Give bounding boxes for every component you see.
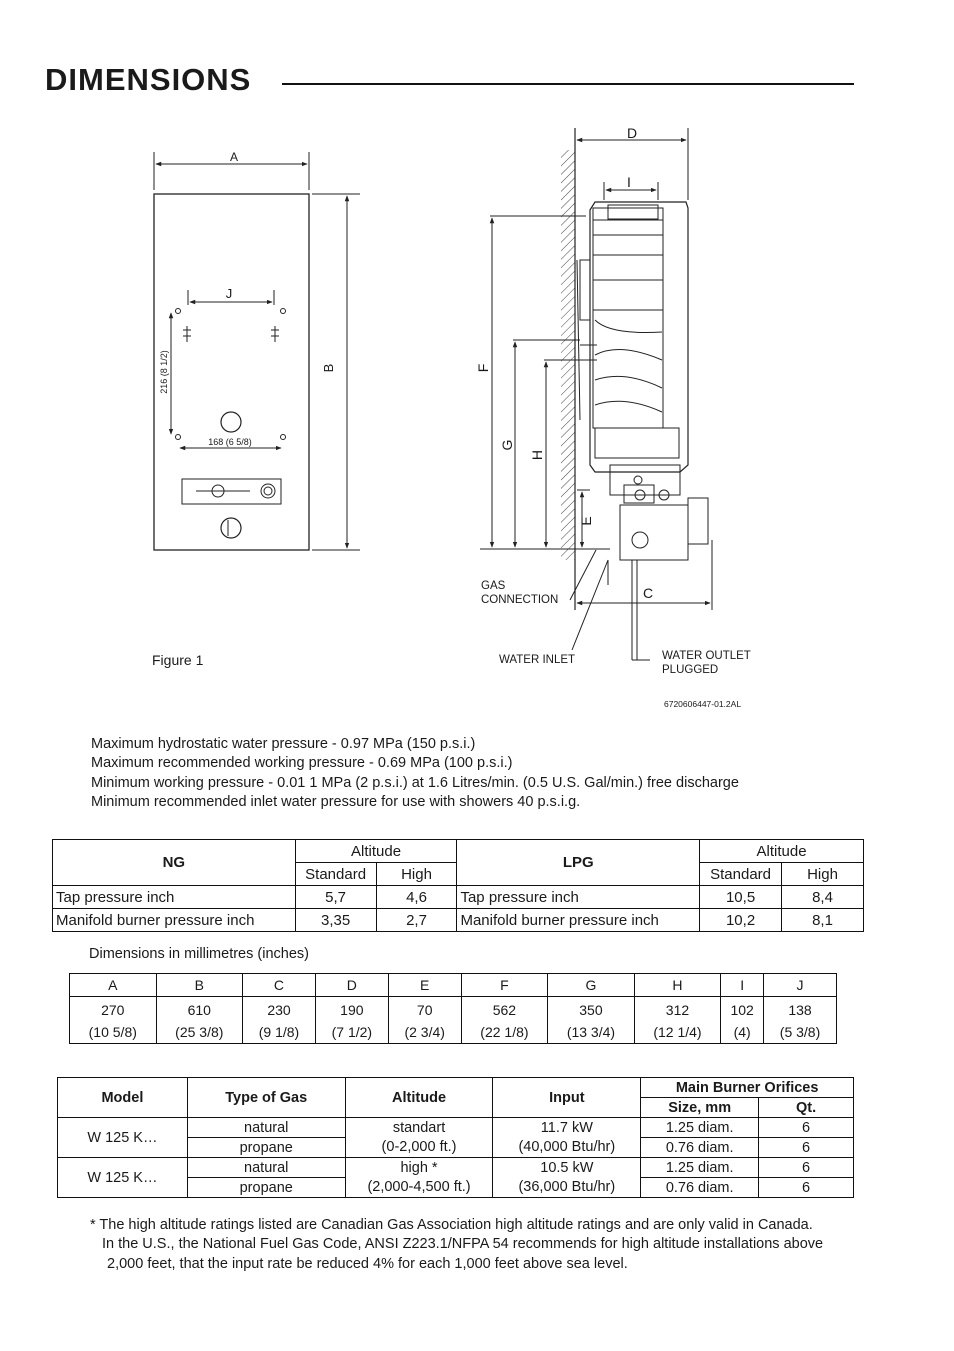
header-altitude-ng: Altitude: [295, 840, 457, 863]
dim-header: B: [156, 974, 243, 997]
dim-mm: 70: [388, 997, 461, 1022]
input-cell: 10.5 kW: [493, 1158, 641, 1178]
table-row: [58, 1118, 854, 1138]
gas-cell: propane: [187, 1138, 345, 1158]
row-label: Tap pressure inch: [53, 886, 296, 909]
dim-mm: 562: [461, 997, 548, 1022]
table-row: [53, 886, 864, 909]
row-label: Tap pressure inch: [457, 886, 700, 909]
input-cell: (36,000 Btu/hr): [493, 1178, 641, 1198]
dim-inch: (22 1/8): [461, 1021, 548, 1044]
dim-mm: 610: [156, 997, 243, 1022]
cell: 8,1: [782, 909, 864, 932]
altitude-cell: high *: [345, 1158, 493, 1178]
footnote-line: In the U.S., the National Fuel Gas Code, ANSI Z223.1/NFPA 54 recommends for high altitude installations above: [102, 1236, 824, 1253]
size-cell: 0.76 diam.: [641, 1178, 759, 1198]
dims-header-row: [70, 974, 837, 997]
label-f: F: [475, 363, 491, 373]
size-cell: 0.76 diam.: [641, 1138, 759, 1158]
gas-cell: natural: [187, 1118, 345, 1138]
dim-inch: (12 1/4): [634, 1021, 721, 1044]
gas-cell: propane: [187, 1178, 345, 1198]
altitude-cell: (2,000-4,500 ft.): [345, 1178, 493, 1198]
heater-front-outline: [154, 194, 309, 550]
qty-cell: 6: [759, 1138, 854, 1158]
qty-cell: 6: [759, 1118, 854, 1138]
model-ratings-table: [57, 1077, 854, 1198]
dim-inch: (5 3/8): [764, 1021, 837, 1044]
spec-line: Maximum recommended working pressure - 0.69 MPa (100 p.s.i.): [91, 755, 513, 772]
label-e: E: [578, 516, 594, 526]
wall-hatch: [561, 150, 575, 560]
dim-mm: 190: [315, 997, 388, 1022]
altitude-cell: standart: [345, 1118, 493, 1138]
label-gas-connection: CONNECTION: [481, 594, 559, 606]
water-inlet-leader: [572, 560, 608, 650]
label-216: 216 (8 1/2): [159, 350, 169, 394]
dim-header: A: [70, 974, 157, 997]
cell: 2,7: [376, 909, 457, 932]
header-ng: NG: [53, 840, 296, 886]
header-high: High: [782, 863, 864, 886]
model-cell: W 125 K…: [58, 1158, 188, 1198]
header-gas-type: Type of Gas: [187, 1078, 345, 1118]
size-cell: 1.25 diam.: [641, 1118, 759, 1138]
qty-cell: 6: [759, 1158, 854, 1178]
dim-mm: 138: [764, 997, 837, 1022]
pressure-specs: [91, 735, 739, 812]
label-b: B: [321, 363, 336, 373]
figure-caption: Figure 1: [152, 652, 204, 668]
dim-mm: 102: [721, 997, 764, 1022]
dim-mm: 350: [548, 997, 635, 1022]
input-cell: (40,000 Btu/hr): [493, 1138, 641, 1158]
dimensions-caption: Dimensions in millimetres (inches): [89, 946, 309, 962]
header-standard: Standard: [700, 863, 782, 886]
label-gas: GAS: [481, 580, 506, 592]
size-cell: 1.25 diam.: [641, 1158, 759, 1178]
altitude-cell: (0-2,000 ft.): [345, 1138, 493, 1158]
spec-line: Minimum working pressure - 0.01 1 MPa (2 p.s.i.) at 1.6 Litres/min. (0.5 U.S. Gal/min.) free discharge: [91, 774, 739, 791]
dim-header: J: [764, 974, 837, 997]
label-water-outlet: WATER OUTLET: [662, 650, 751, 662]
dim-mm: 270: [70, 997, 157, 1022]
table-row: [58, 1158, 854, 1178]
header-standard: Standard: [295, 863, 376, 886]
side-view: [480, 128, 712, 660]
header-altitude-lpg: Altitude: [700, 840, 864, 863]
label-j: J: [225, 286, 233, 301]
page-title: DIMENSIONS: [45, 62, 252, 97]
dim-header: F: [461, 974, 548, 997]
label-water-inlet: WATER INLET: [499, 654, 576, 666]
cell: 3,35: [295, 909, 376, 932]
dim-header: G: [548, 974, 635, 997]
header-high: High: [376, 863, 457, 886]
header-altitude: Altitude: [345, 1078, 493, 1118]
cell: 10,5: [700, 886, 782, 909]
label-c: C: [642, 585, 654, 601]
dim-header: I: [721, 974, 764, 997]
header-size: Size, mm: [641, 1098, 759, 1118]
dimensions-figure: [140, 120, 880, 720]
footnote-line: 2,000 feet, that the input rate be reduced 4% for each 1,000 feet above sea level.: [107, 1255, 628, 1272]
cell: 10,2: [700, 909, 782, 932]
dim-header: C: [243, 974, 316, 997]
part-number: 6720606447-01.2AL: [664, 699, 742, 709]
label-h: H: [529, 449, 545, 461]
header-lpg: LPG: [457, 840, 700, 886]
dim-inch: (25 3/8): [156, 1021, 243, 1044]
header-model: Model: [58, 1078, 188, 1118]
label-i: I: [627, 174, 631, 190]
qty-cell: 6: [759, 1178, 854, 1198]
label-g: G: [499, 439, 515, 451]
table-row: [53, 909, 864, 932]
model-cell: W 125 K…: [58, 1118, 188, 1158]
row-label: Manifold burner pressure inch: [53, 909, 296, 932]
gas-pressure-table: [52, 839, 864, 932]
dims-mm-row: [70, 997, 837, 1022]
spec-line: Minimum recommended inlet water pressure for use with showers 40 p.s.i.g.: [91, 793, 581, 810]
footnote-line: * The high altitude ratings listed are Canadian Gas Association high altitude ratings and are only valid in Canada.: [90, 1217, 813, 1233]
dims-inch-row: [70, 1021, 837, 1044]
heater-side-outline: [590, 202, 688, 472]
gas-cell: natural: [187, 1158, 345, 1178]
dim-mm: 312: [634, 997, 721, 1022]
input-cell: 11.7 kW: [493, 1118, 641, 1138]
title-divider: [282, 83, 854, 85]
dim-header: E: [388, 974, 461, 997]
front-view: [154, 152, 360, 550]
dim-inch: (10 5/8): [70, 1021, 157, 1044]
dim-inch: (4): [721, 1021, 764, 1044]
technical-drawing: [140, 120, 880, 720]
header-qty: Qt.: [759, 1098, 854, 1118]
spec-line: Maximum hydrostatic water pressure - 0.97 MPa (150 p.s.i.): [91, 736, 476, 752]
dim-inch: (2 3/4): [388, 1021, 461, 1044]
cell: 4,6: [376, 886, 457, 909]
dim-inch: (7 1/2): [315, 1021, 388, 1044]
header-orifices: Main Burner Orifices: [641, 1078, 854, 1098]
header-input: Input: [493, 1078, 641, 1118]
cell: 8,4: [782, 886, 864, 909]
row-label: Manifold burner pressure inch: [457, 909, 700, 932]
label-168: 168 (6 5/8): [208, 437, 252, 447]
dim-header: H: [634, 974, 721, 997]
dimensions-table: [69, 973, 837, 1044]
dim-mm: 230: [243, 997, 316, 1022]
footnote: [90, 1216, 890, 1274]
label-plugged: PLUGGED: [662, 664, 719, 676]
label-d: D: [626, 125, 638, 141]
dim-header: D: [315, 974, 388, 997]
cell: 5,7: [295, 886, 376, 909]
dim-inch: (9 1/8): [243, 1021, 316, 1044]
label-a: A: [229, 150, 239, 164]
dim-inch: (13 3/4): [548, 1021, 635, 1044]
